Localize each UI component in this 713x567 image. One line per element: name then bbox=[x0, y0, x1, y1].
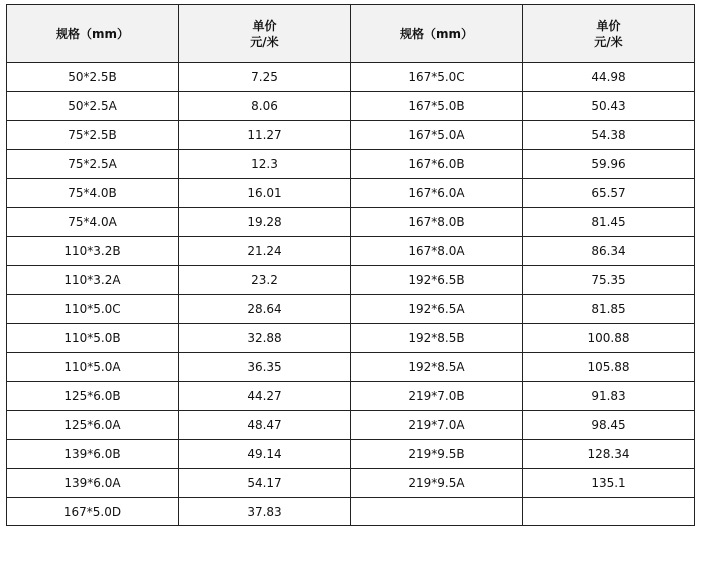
spec-left-cell: 75*4.0B bbox=[7, 179, 179, 208]
table-row bbox=[7, 92, 695, 121]
spec-right-cell: 167*5.0B bbox=[351, 92, 523, 121]
spec-left-cell: 75*4.0A bbox=[7, 208, 179, 237]
header-price-left bbox=[179, 5, 351, 63]
price-right-cell: 86.34 bbox=[523, 237, 695, 266]
spec-right-cell: 192*8.5A bbox=[351, 353, 523, 382]
price-left-cell: 8.06 bbox=[179, 92, 351, 121]
table-row bbox=[7, 237, 695, 266]
header-row bbox=[7, 5, 695, 63]
price-right-cell: 98.45 bbox=[523, 411, 695, 440]
spec-right-cell: 219*7.0B bbox=[351, 382, 523, 411]
price-left-cell: 37.83 bbox=[179, 498, 351, 526]
price-left-cell: 23.2 bbox=[179, 266, 351, 295]
spec-right-cell: 192*8.5B bbox=[351, 324, 523, 353]
spec-left-cell: 110*3.2B bbox=[7, 237, 179, 266]
spec-left-cell: 139*6.0A bbox=[7, 469, 179, 498]
price-right-cell: 44.98 bbox=[523, 63, 695, 92]
spec-right-cell: 167*8.0B bbox=[351, 208, 523, 237]
price-left-cell: 48.47 bbox=[179, 411, 351, 440]
header-spec-left: 规格（mm） bbox=[7, 5, 179, 63]
price-left-cell: 36.35 bbox=[179, 353, 351, 382]
table-row bbox=[7, 324, 695, 353]
spec-left-cell: 110*5.0B bbox=[7, 324, 179, 353]
spec-left-cell: 110*5.0A bbox=[7, 353, 179, 382]
spec-right-cell: 167*5.0A bbox=[351, 121, 523, 150]
table-row bbox=[7, 295, 695, 324]
price-left-cell: 32.88 bbox=[179, 324, 351, 353]
spec-left-cell: 75*2.5B bbox=[7, 121, 179, 150]
table-row bbox=[7, 266, 695, 295]
spec-left-cell: 50*2.5A bbox=[7, 92, 179, 121]
table-row bbox=[7, 469, 695, 498]
price-table bbox=[6, 4, 695, 526]
table-body bbox=[7, 63, 695, 526]
price-left-cell: 12.3 bbox=[179, 150, 351, 179]
price-left-cell: 11.27 bbox=[179, 121, 351, 150]
spec-right-cell: 167*6.0A bbox=[351, 179, 523, 208]
price-right-cell: 50.43 bbox=[523, 92, 695, 121]
price-right-cell: 105.88 bbox=[523, 353, 695, 382]
price-right-cell: 128.34 bbox=[523, 440, 695, 469]
spec-left-cell: 125*6.0A bbox=[7, 411, 179, 440]
price-right-cell: 81.85 bbox=[523, 295, 695, 324]
spec-right-cell: 167*6.0B bbox=[351, 150, 523, 179]
spec-left-cell: 75*2.5A bbox=[7, 150, 179, 179]
spec-right-cell: 192*6.5A bbox=[351, 295, 523, 324]
table-row bbox=[7, 382, 695, 411]
price-right-cell: 135.1 bbox=[523, 469, 695, 498]
spec-left-cell: 50*2.5B bbox=[7, 63, 179, 92]
price-right-cell bbox=[523, 498, 695, 526]
table-row bbox=[7, 208, 695, 237]
header-price-right bbox=[523, 5, 695, 63]
table-row bbox=[7, 498, 695, 526]
price-right-cell: 91.83 bbox=[523, 382, 695, 411]
spec-right-cell: 167*8.0A bbox=[351, 237, 523, 266]
table-row bbox=[7, 150, 695, 179]
price-left-cell: 44.27 bbox=[179, 382, 351, 411]
spec-right-cell: 167*5.0C bbox=[351, 63, 523, 92]
header-price-line1: 单价 bbox=[596, 18, 621, 33]
spec-right-cell: 219*9.5B bbox=[351, 440, 523, 469]
spec-right-cell: 219*7.0A bbox=[351, 411, 523, 440]
price-left-cell: 19.28 bbox=[179, 208, 351, 237]
price-left-cell: 49.14 bbox=[179, 440, 351, 469]
price-right-cell: 65.57 bbox=[523, 179, 695, 208]
header-price-line2: 元/米 bbox=[250, 34, 279, 49]
price-left-cell: 28.64 bbox=[179, 295, 351, 324]
spec-left-cell: 110*5.0C bbox=[7, 295, 179, 324]
spec-left-cell: 110*3.2A bbox=[7, 266, 179, 295]
header-price-line2: 元/米 bbox=[594, 34, 623, 49]
price-left-cell: 16.01 bbox=[179, 179, 351, 208]
table-row bbox=[7, 411, 695, 440]
price-right-cell: 59.96 bbox=[523, 150, 695, 179]
price-left-cell: 21.24 bbox=[179, 237, 351, 266]
price-left-cell: 54.17 bbox=[179, 469, 351, 498]
spec-left-cell: 125*6.0B bbox=[7, 382, 179, 411]
table-row bbox=[7, 353, 695, 382]
table-row bbox=[7, 179, 695, 208]
price-right-cell: 54.38 bbox=[523, 121, 695, 150]
spec-left-cell: 167*5.0D bbox=[7, 498, 179, 526]
spec-right-cell: 219*9.5A bbox=[351, 469, 523, 498]
spec-right-cell bbox=[351, 498, 523, 526]
price-left-cell: 7.25 bbox=[179, 63, 351, 92]
price-right-cell: 81.45 bbox=[523, 208, 695, 237]
table-row bbox=[7, 63, 695, 92]
table-row bbox=[7, 121, 695, 150]
spec-left-cell: 139*6.0B bbox=[7, 440, 179, 469]
header-spec-right: 规格（mm） bbox=[351, 5, 523, 63]
price-right-cell: 100.88 bbox=[523, 324, 695, 353]
table-row bbox=[7, 440, 695, 469]
header-price-line1: 单价 bbox=[252, 18, 277, 33]
price-right-cell: 75.35 bbox=[523, 266, 695, 295]
spec-right-cell: 192*6.5B bbox=[351, 266, 523, 295]
